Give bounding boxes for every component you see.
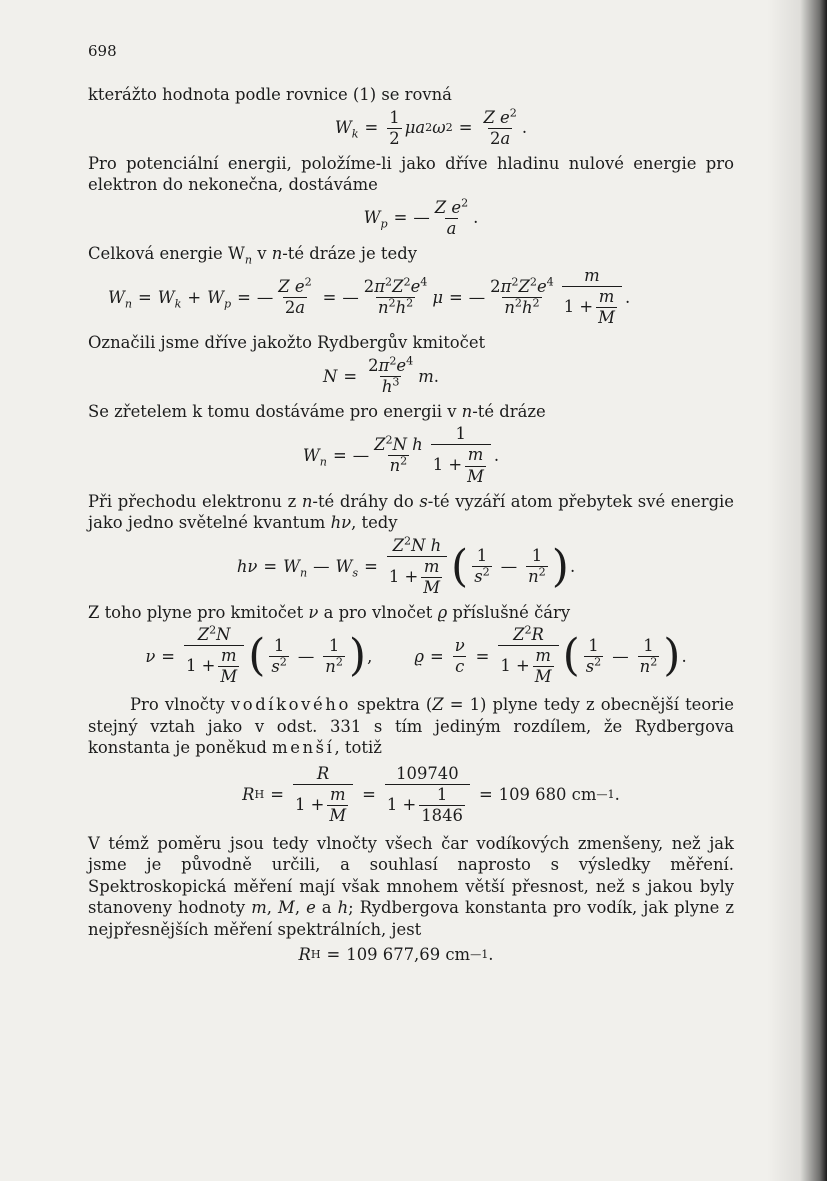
equation-rydberg-hydrogen: R H = R 1 + $\frac{m}{M}$ = 109740 1 + $\frac{1}{1846}$ = 109 680 cm —1 . bbox=[242, 763, 620, 825]
equation-potential-energy: $W_p$ = — $\frac{Z e^2}{a}$ . bbox=[363, 196, 479, 238]
equation-frequency-wavenumber: ν = $Z^2N$ 1 + $\frac{m}{M}$ ( $\frac{1}{s^2}$ — $\frac{1}{n^2}$ ) , ϱ = $\frac{\nu}{c}$ = $Z^2R$ 1 + $\frac{m}{M}$ ( $\frac{1}{s^2}$ — $\frac{1}{n^2}$ ) . bbox=[145, 623, 687, 687]
paragraph-4: Označili jsme dříve jakožto Rydbergův kmitočet bbox=[88, 333, 486, 353]
rydberg-numerator: 109740 bbox=[396, 763, 459, 783]
rydberg-hydrogen-value: 109 680 cm bbox=[498, 785, 597, 805]
page-shadow bbox=[767, 0, 827, 1181]
paragraph-6: Při přechodu elektronu z n-té dráhy do s-té vyzáří atom přebytek své energie jako jedno světelné kvantum hν, tedy bbox=[88, 491, 735, 533]
page-number: 698 bbox=[88, 42, 117, 60]
equation-quantum: hν = $W_n$ — $W_s$ = $Z^2N$ h 1 + $\frac{m}{M}$ ( $\frac{1}{s^2}$ — $\frac{1}{n^2}$ ) . bbox=[236, 534, 576, 597]
paragraph-5: Se zřetelem k tomu dostáváme pro energii v n-té dráze bbox=[88, 401, 546, 421]
paragraph-9: V témž poměru jsou tedy vlnočty všech čar vodíkových zmenšeny, než jak jsme je původně určili, a souhlasí naprosto s výsledky měření. Spektroskopická měření mají však mnohem větší přesnost, než s jakou byly stanoveny hodnoty m, M, e a h; Rydbergova konstanta pro vodík, jak plyne z nejpřesnějších měření spektrálních, jest bbox=[88, 833, 735, 939]
equation-kinetic-energy: $W_k$ = $\frac{1}{2}$ μa 2 ω 2 = $\frac{Z e^2}{2a}$ . bbox=[334, 106, 528, 148]
paragraph-7: Z toho plyne pro kmitočet ν a pro vlnočet ϱ příslušné čáry bbox=[88, 602, 571, 622]
paragraph-3: Celková energie $W_n$ v n-té dráze je tedy bbox=[88, 243, 417, 266]
mass-ratio: 1846 bbox=[421, 805, 463, 825]
equation-total-energy: $W_n$ = $W_k$ + $W_p$ = — $\frac{Z e^2}{2a}$ = — $\frac{2\pi^2Z^2e^4}{n^2h^2}$ μ = — $\frac{2\pi^2Z^2e^4}{n^2h^2}$ m 1 + $\frac{m}{M}$ . bbox=[108, 266, 631, 328]
equation-rydberg-final: R H = 109 677,69 cm —1 . bbox=[298, 945, 494, 965]
paragraph-1: kterážto hodnota podle rovnice (1) se rovná bbox=[88, 85, 452, 104]
equation-rydberg-frequency: N = $\frac{2\pi^2e^4}{h^3}$ m . bbox=[323, 354, 439, 396]
paragraph-8: Pro vlnočty vodíkového spektra (Z = 1) plyne tedy z obecnější teorie stejný vztah jako v odst. 331 s tím jediným rozdílem, že Rydbergova konstanta je poněkud menší, totiž bbox=[88, 695, 734, 758]
rydberg-final-value: 109 677,69 cm bbox=[346, 945, 471, 965]
paragraph-2: Pro potenciální energii, položíme-li jako dříve hladinu nulové energie pro elektron do nekonečna, dostáváme bbox=[88, 153, 734, 195]
equation-energy-n: $W_n$ = — $\frac{Z^2N h}{n^2}$ 1 1 + $\frac{m}{M}$ . bbox=[302, 424, 500, 486]
page-body bbox=[88, 84, 734, 971]
